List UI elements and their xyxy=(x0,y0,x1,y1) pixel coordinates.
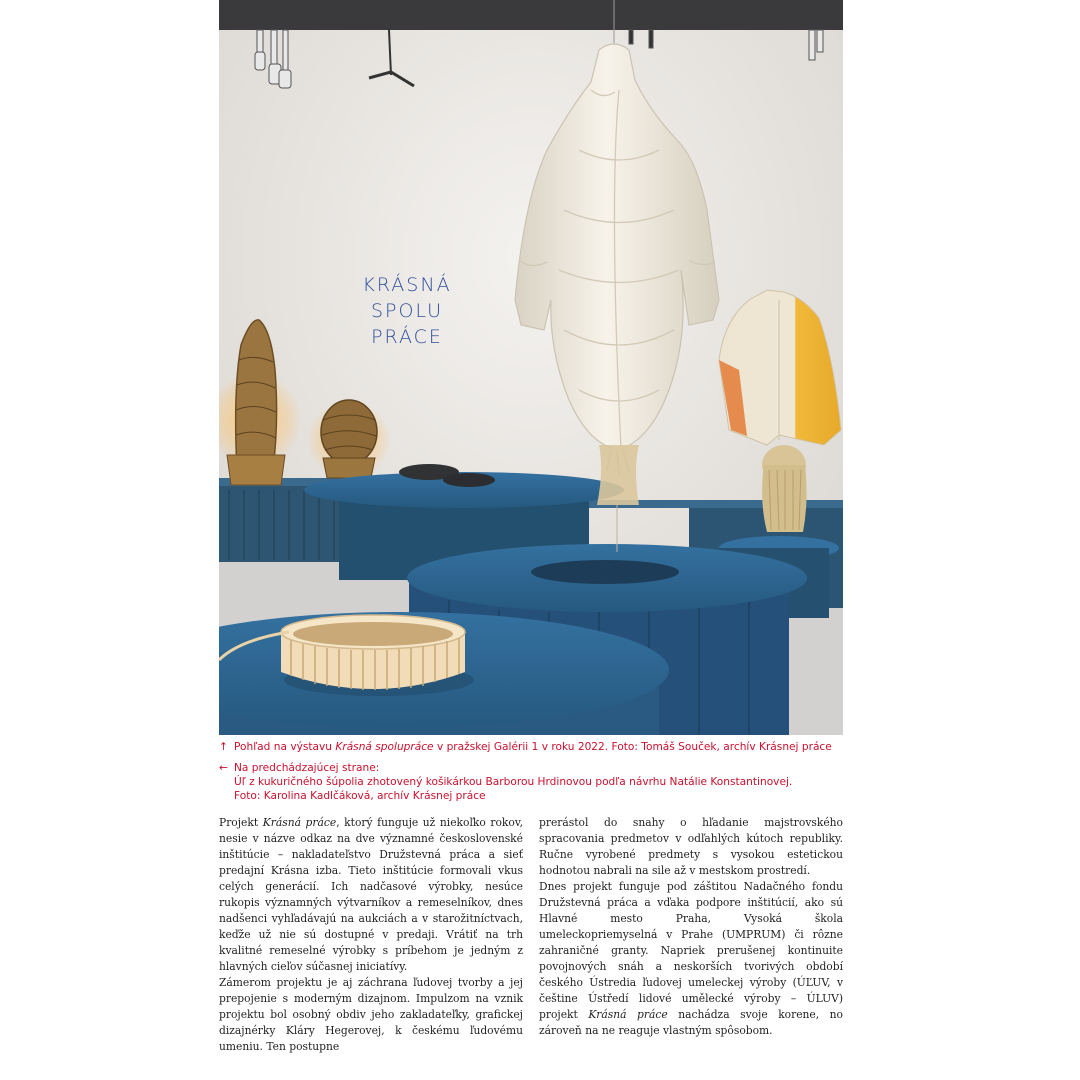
arrow-up-icon: ↑ xyxy=(219,741,228,753)
wall-logo-text xyxy=(347,272,467,350)
text-run: nachádza svoje korene, no zároveň na ne reaguje vlastným spôsobom. xyxy=(539,1008,843,1037)
caption-line: Úľ z kukuričného šúpolia zhotovený košikárkou Barborou Hrdinovou podľa návrhu Natálie Konstantinovej. xyxy=(234,776,793,788)
article-column-right xyxy=(539,815,843,1039)
article-paragraph xyxy=(219,815,523,975)
caption-line: Na predchádzajúcej strane: xyxy=(234,762,380,774)
caption-exhibition-title: Krásná spolupráce xyxy=(335,741,434,753)
article-column-left xyxy=(219,815,523,1055)
previous-page-caption xyxy=(219,761,859,803)
caption-line: Foto: Karolina Kadlčáková, archív Krásnej práce xyxy=(234,790,486,802)
exhibition-photo xyxy=(219,0,843,735)
wall-logo-line: PRÁCE xyxy=(371,326,443,348)
wall-logo-line: SPOLU xyxy=(370,300,444,322)
text-run: Dnes projekt funguje pod záštitou Nadačného fondu Družstevná práca a vďaka podpore inštitúcií, ako sú Hlavné mesto Praha, Vysoká škola umeleckopriemyselná v Prahe (UMPRUM) či rôzne zahraničné granty. Napriek prerušenej kontinuite povojnových snáh a neskorších tvorivých období českého Ústredia ľudovej umeleckej výroby (ÚĽUV, v češtine Ústředí lidové umělecké výroby – ÚLUV) projekt xyxy=(539,880,843,1021)
project-name: Krásná práce xyxy=(588,1008,668,1021)
text-run: Projekt xyxy=(219,816,263,829)
slatted-basket xyxy=(281,615,465,690)
caption-text xyxy=(234,740,859,754)
project-name: Krásná práce xyxy=(262,816,337,829)
text-run: , ktorý funguje už niekoľko rokov, nesie v názve odkaz na dve významné československé inštitúcie – nakladateľstvo Družstevná práca a sieť predajní Krásna izba. Tieto inštitúcie formovali vkus celých generácií. Ich nadčasové výrobky, nesúce rukopis významných výtvarníkov a remeselníkov, dnes nadšenci vyhľadávajú na aukciách a v starožitníctvach, keďže už nie sú dostupné v predaji. Vrátiť na trh kvalitné remeselné výrobky s príbehom je jedným z hlavných cieľov súčasnej iniciatívy. xyxy=(219,816,523,973)
article-paragraph: Zámerom projektu je aj záchrana ľudovej tvorby a jej prepojenie s moderným dizajnom. Impulzom na vznik projektu bol osobný obdiv jeho zakladateľky, grafickej dizajnérky Kláry Hegerovej, k českému ľudovému umeniu. Ten postupne xyxy=(219,976,523,1053)
ceiling xyxy=(219,0,843,30)
caption-prefix: Pohľad na výstavu xyxy=(234,741,336,753)
straw-sculpture xyxy=(762,445,807,532)
wicker-round-lamp xyxy=(307,400,391,480)
woven-bowl xyxy=(443,473,495,487)
article-paragraph xyxy=(539,879,843,1039)
arrow-left-icon: ← xyxy=(219,762,228,774)
article-paragraph: prerástol do snahy o hľadanie majstrovského spracovania predmetov v odľahlých kútoch republiky. Ručne vyrobené predmety s vysokou estetickou hodnotou nabrali na sile až v mestskom prostredí. xyxy=(539,816,843,877)
photo-caption xyxy=(219,740,859,754)
wall-logo-line: KRÁSNÁ xyxy=(362,274,452,296)
caption-suffix: v pražskej Galérii 1 v roku 2022. Foto: Tomáš Souček, archív Krásnej práce xyxy=(433,741,832,753)
caption-text xyxy=(234,761,859,803)
exhibition-illustration xyxy=(219,0,843,735)
